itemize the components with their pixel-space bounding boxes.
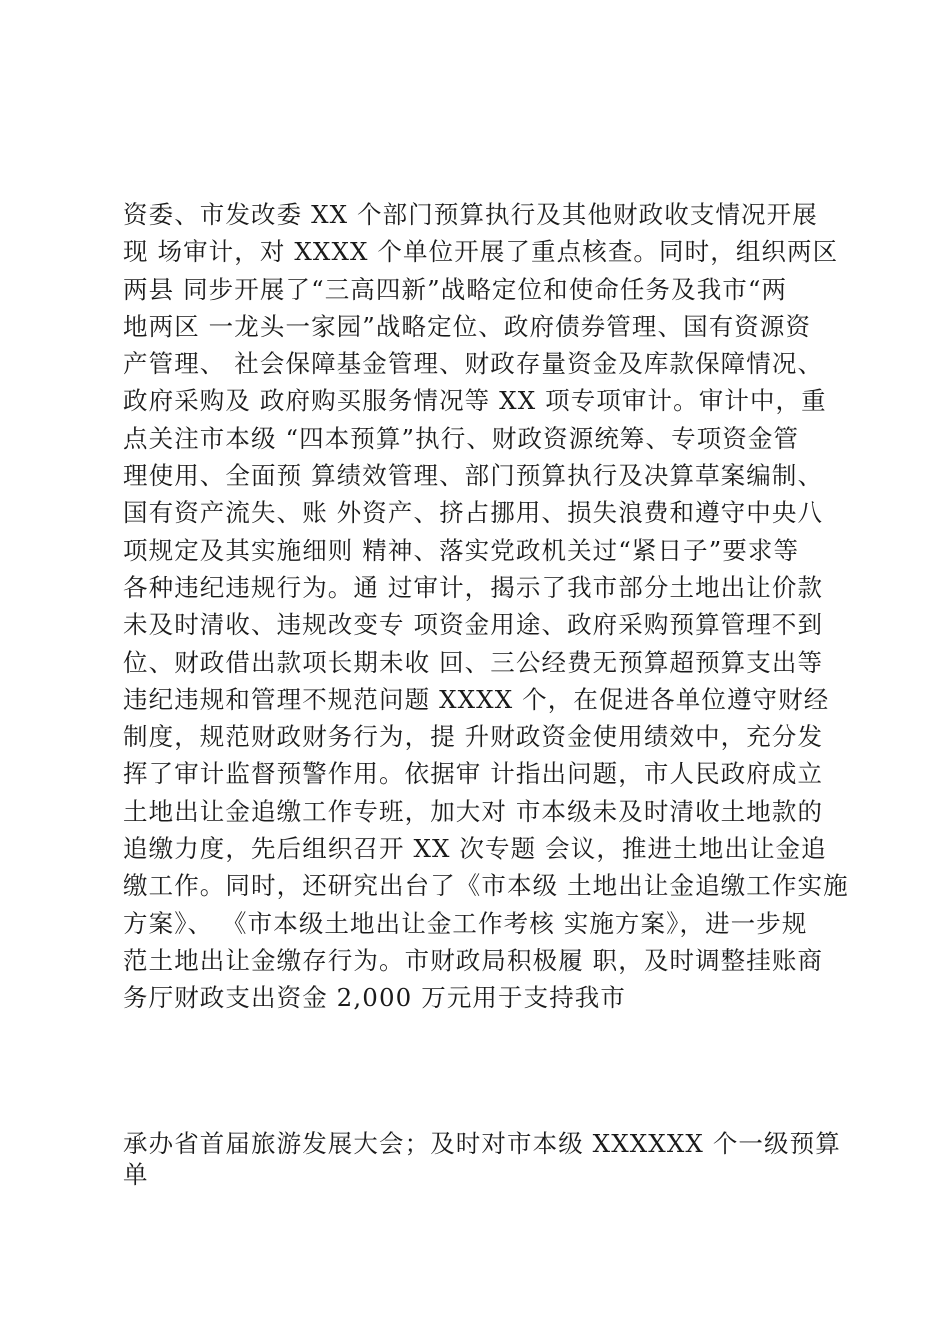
text-line: 理使用、全面预 算绩效管理、部门预算执行及决算草案编制、 [123,461,824,491]
text-line: 挥了审计监督预警作用。依据审 计指出问题，市人民政府成立 [123,759,824,789]
text-line: 各种违纪违规行为。通 过审计，揭示了我市部分土地出让价款 [123,572,824,602]
text-line: 点关注市本级 “四本预算”执行、财政资源统筹、专项资金管 [123,423,800,453]
text-line: 政府采购及 政府购买服务情况等 XX 项专项审计。审计中，重 [123,386,827,416]
text-line: 范土地出让金缴存行为。市财政局积极履 职，及时调整挂账商 [123,945,824,975]
text-line: 缴工作。同时，还研究出台了《市本级 土地出让金追缴工作实施 [123,871,849,901]
text-line: 位、财政借出款项长期未收 回、三公经费无预算超预算支出等 [123,647,824,677]
text-line: 未及时清收、违规改变专 项资金用途、政府采购预算管理不到 [123,610,824,640]
text-line: 产管理、 社会保障基金管理、财政存量资金及库款保障情况、 [123,349,824,379]
text-line: 违纪违规和管理不规范问题 XXXX 个，在促进各单位遵守财经 [123,684,830,714]
text-line: 制度，规范财政财务行为，提 升财政资金使用绩效中，充分发 [123,722,824,752]
text-line: 方案》、 《市本级土地出让金工作考核 实施方案》，进一步规 [123,908,808,938]
text-line: 土地出让金追缴工作专班，加大对 市本级未及时清收土地款的 [123,796,824,826]
text-line: 项规定及其实施细则 精神、落实党政机关过“紧日子”要求等 [123,535,800,565]
text-line: 两县 同步开展了“三高四新”战略定位和使命任务及我市“两 [123,274,788,304]
body-paragraph-continued [123,1128,843,1190]
body-paragraph [123,196,849,1017]
text-line: 现 场审计，对 XXXX 个单位开展了重点核查。同时，组织两区 [123,237,839,267]
text-line: 追缴力度，先后组织召开 XX 次专题 会议，推进土地出让金追 [123,834,827,864]
text-line: 单 [123,1160,149,1189]
text-line: 国有资产流失、账 外资产、挤占挪用、损失浪费和遵守中央八 [123,498,824,528]
text-line: 资委、市发改委 XX 个部门预算执行及其他财政收支情况开展 [123,200,818,229]
text-line: 地两区 一龙头一家园”战略定位、政府债券管理、国有资源资 [123,311,812,341]
text-line: 承办省首届旅游发展大会；及时对市本级 XXXXXX 个一级预算 [123,1129,841,1158]
text-line: 务厅财政支出资金 2,000 万元用于支持我市 [123,983,627,1013]
